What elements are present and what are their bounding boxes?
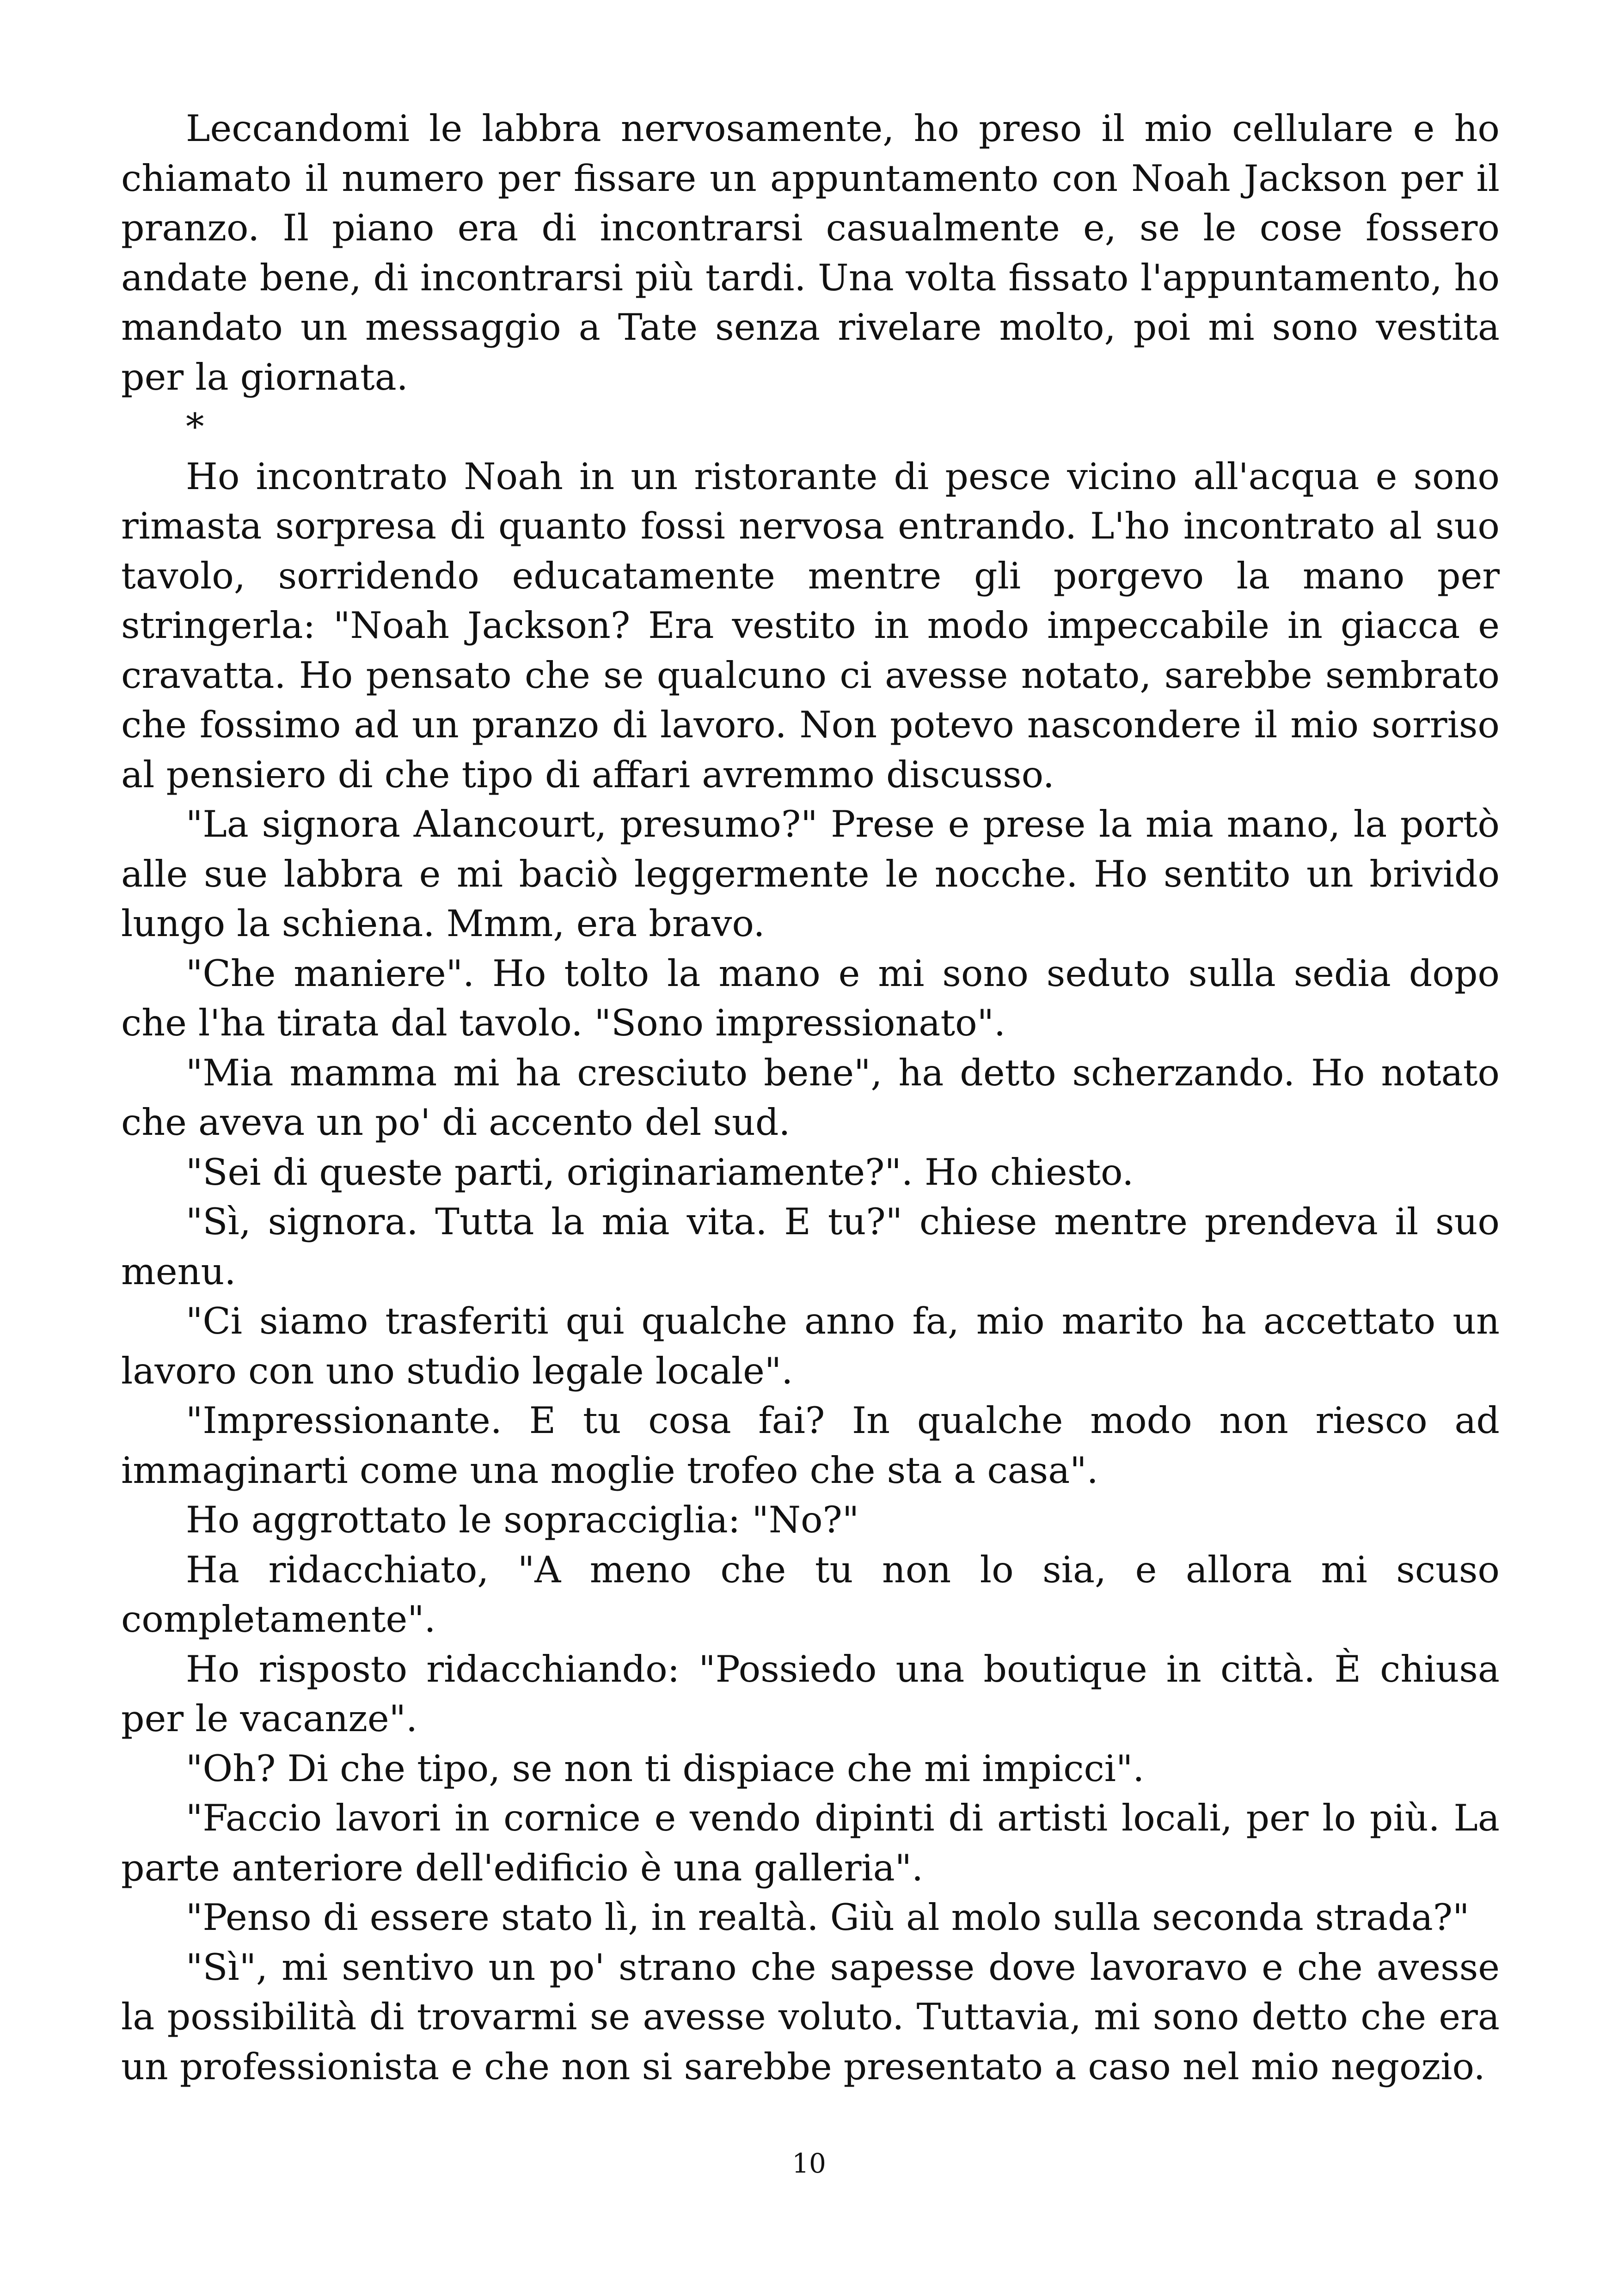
paragraph-5: "Mia mamma mi ha cresciuto bene", ha detto scherzando. Ho notato che aveva un po' di accento del sud. [121,1051,1500,1144]
page-body [121,104,1500,2092]
paragraph-1: Leccandomi le labbra nervosamente, ho preso il mio cellulare e ho chiamato il numero per fissare un appuntamento con Noah Jackson per il pranzo. Il piano era di incontrarsi casualmente e, se le cose fossero andate bene, di incontrarsi più tardi. Una volta fissato l'appuntamento, ho mandato un messaggio a Tate senza rivelare molto, poi mi sono vestita per la giornata. [121,107,1500,398]
paragraph-9: "Impressionante. E tu cosa fai? In qualche modo non riesco ad immaginarti come una moglie trofeo che sta a casa". [121,1399,1500,1492]
paragraph-3: "La signora Alancourt, presumo?" Prese e prese la mia mano, la portò alle sue labbra e mi baciò leggermente le nocche. Ho sentito un brivido lungo la schiena. Mmm, era bravo. [121,803,1500,945]
paragraph-11: Ha ridacchiato, "A meno che tu non lo sia, e allora mi scuso completamente". [121,1548,1500,1641]
paragraph-2: Ho incontrato Noah in un ristorante di pesce vicino all'acqua e sono rimasta sorpresa di quanto fossi nervosa entrando. L'ho incontrato al suo tavolo, sorridendo educatamente mentre gli porgevo la mano per stringerla: "Noah Jackson? Era vestito in modo impeccabile in giacca e cravatta. Ho pensato che se qualcuno ci avesse notato, sarebbe sembrato che fossimo ad un pranzo di lavoro. Non potevo nascondere il mio sorriso al pensiero di che tipo di affari avremmo discusso. [121,455,1500,796]
paragraph-7: "Sì, signora. Tutta la mia vita. E tu?" chiese mentre prendeva il suo menu. [121,1200,1500,1293]
paragraph-4: "Che maniere". Ho tolto la mano e mi sono seduto sulla sedia dopo che l'ha tirata dal tavolo. "Sono impressionato". [121,952,1500,1044]
paragraph-13: "Oh? Di che tipo, se non ti dispiace che mi impicci". [186,1747,1145,1790]
paragraph-6: "Sei di queste parti, originariamente?". Ho chiesto. [186,1151,1134,1194]
page-number: 10 [792,2148,826,2179]
paragraph-15: "Penso di essere stato lì, in realtà. Giù al molo sulla seconda strada?" [186,1896,1470,1939]
paragraph-14: "Faccio lavori in cornice e vendo dipinti di artisti locali, per lo più. La parte anteriore dell'edificio è una galleria". [121,1797,1500,1889]
paragraph-16: "Sì", mi sentivo un po' strano che sapesse dove lavoravo e che avesse la possibilità di trovarmi se avesse voluto. Tuttavia, mi sono detto che era un professionista e che non si sarebbe presentato a caso nel mio negozio. [121,1946,1500,2088]
paragraph-8: "Ci siamo trasferiti qui qualche anno fa, mio marito ha accettato un lavoro con uno studio legale locale". [121,1300,1500,1392]
paragraph-12: Ho risposto ridacchiando: "Possiedo una boutique in città. È chiusa per le vacanze". [121,1647,1500,1740]
paragraph-10: Ho aggrottato le sopracciglia: "No?" [186,1499,859,1541]
scene-break: * [186,405,204,448]
